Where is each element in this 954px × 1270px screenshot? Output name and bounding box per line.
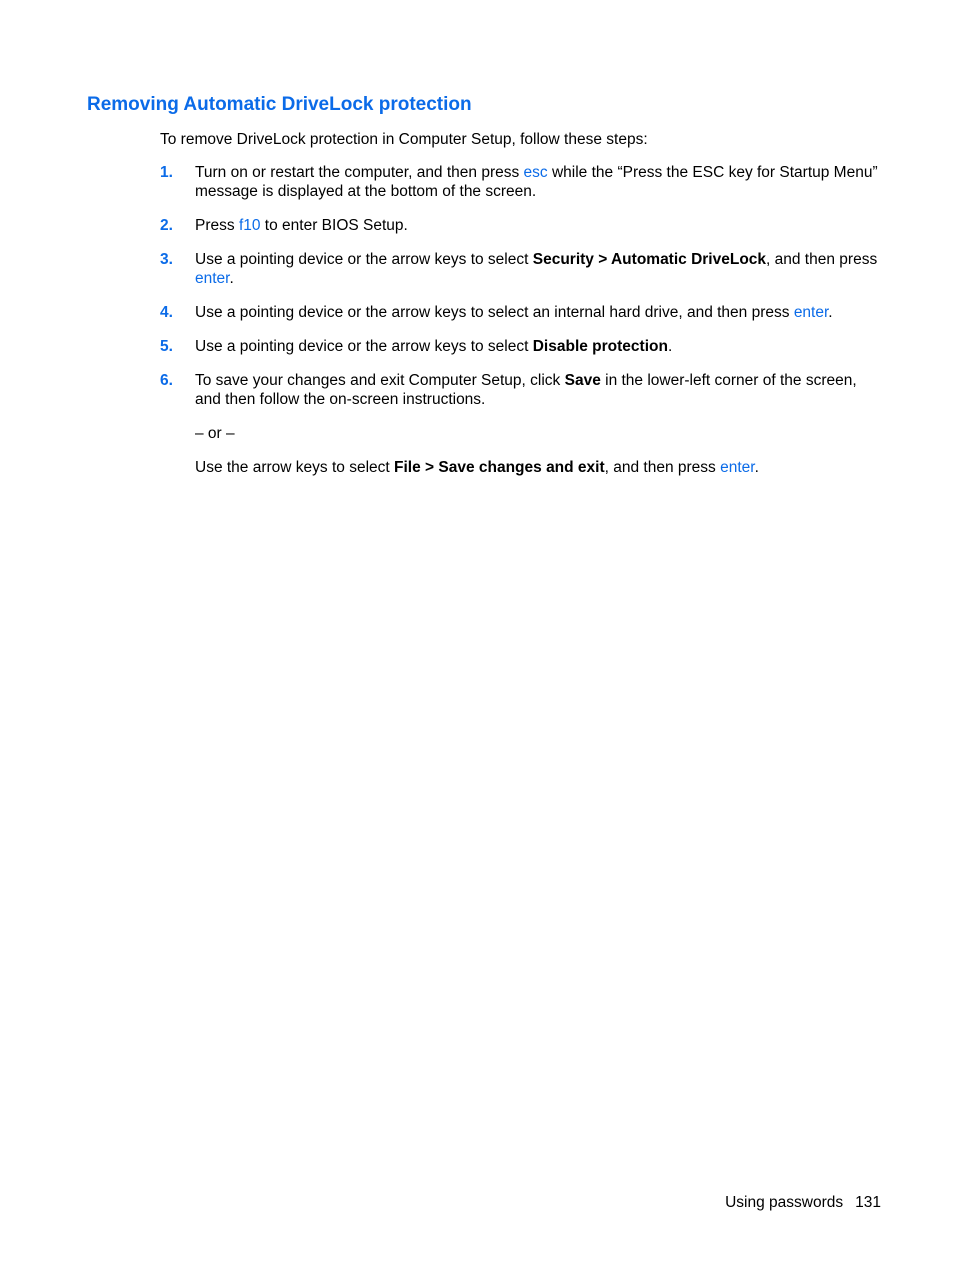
step-number: 1. [160, 164, 173, 181]
step-text: Turn on or restart the computer, and then press [195, 164, 524, 181]
step-text: To save your changes and exit Computer Setup, click [195, 372, 565, 389]
key-enter: enter [195, 270, 230, 287]
step-text: , and then press [766, 251, 878, 268]
step-text: while the “Press the ESC key for Startup Menu” message is displayed at the bottom of the screen. [195, 164, 878, 200]
alternative-step [195, 458, 885, 477]
save-label: Save [564, 372, 601, 389]
step-text: in the lower-left corner of the screen, and then follow the on-screen instructions. [195, 372, 857, 408]
menu-path: Security > Automatic DriveLock [532, 251, 767, 268]
intro-paragraph: To remove DriveLock protection in Computer Setup, follow these steps: [160, 131, 648, 148]
step-3 [160, 250, 885, 288]
step-text: . [229, 270, 234, 287]
footer-section-title: Using passwords [725, 1194, 844, 1211]
step-2 [160, 216, 885, 235]
step-text: . [828, 304, 833, 321]
step-6 [160, 371, 885, 477]
step-4 [160, 303, 885, 322]
step-text: Use the arrow keys to select [195, 459, 394, 476]
step-text: . [754, 459, 759, 476]
key-enter: enter [793, 304, 829, 321]
page-footer [725, 1193, 881, 1212]
step-number: 5. [160, 338, 173, 355]
page-number: 131 [855, 1194, 881, 1211]
step-number: 3. [160, 251, 173, 268]
steps-list [160, 163, 885, 492]
or-separator: – or – [195, 425, 235, 442]
step-1 [160, 163, 885, 201]
menu-path: File > Save changes and exit [394, 459, 605, 476]
step-text: Use a pointing device or the arrow keys to select [195, 251, 533, 268]
key-esc: esc [523, 164, 548, 181]
step-number: 2. [160, 217, 173, 234]
key-f10: f10 [238, 217, 261, 234]
key-enter: enter [720, 459, 755, 476]
step-number: 4. [160, 304, 173, 321]
section-heading: Removing Automatic DriveLock protection [87, 94, 472, 115]
step-number: 6. [160, 372, 173, 389]
step-5 [160, 337, 885, 356]
option-name: Disable protection [532, 338, 668, 355]
step-text: to enter BIOS Setup. [260, 217, 408, 234]
step-text: Press [195, 217, 239, 234]
step-text: Use a pointing device or the arrow keys to select [195, 338, 533, 355]
step-text: , and then press [604, 459, 721, 476]
step-text: Use a pointing device or the arrow keys to select an internal hard drive, and then press [195, 304, 794, 321]
step-text: . [667, 338, 673, 355]
